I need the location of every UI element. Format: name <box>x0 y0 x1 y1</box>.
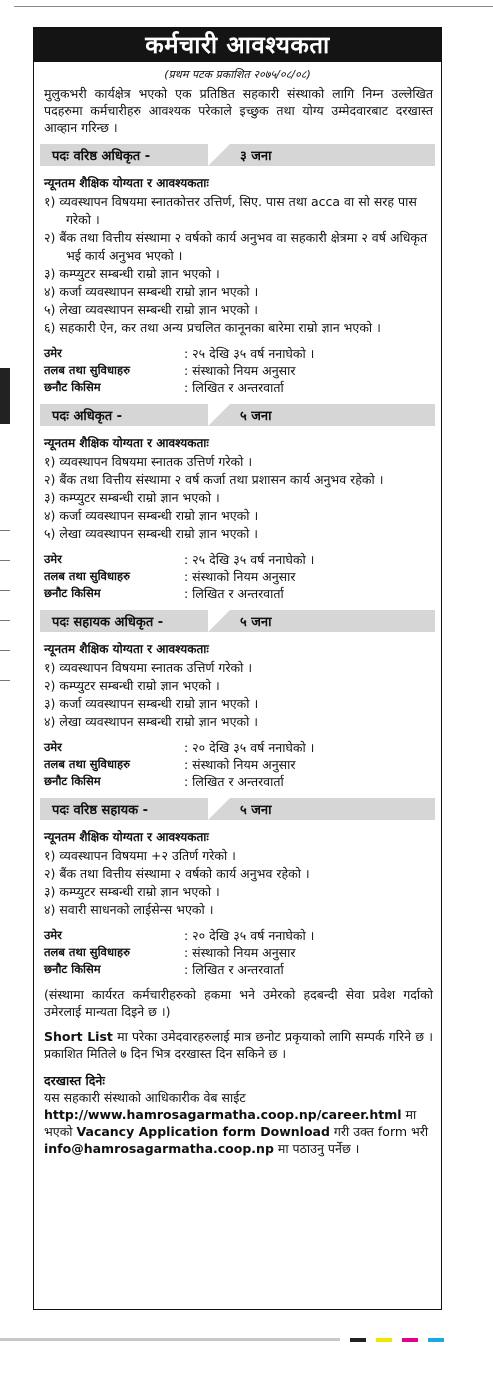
selection-label: छनौट किसिम <box>44 774 101 788</box>
qualification-list <box>44 193 433 337</box>
qualification-item: ३) कम्प्युटर सम्बन्धी राम्रो ज्ञान भएको । <box>44 884 220 899</box>
color-registration-magenta <box>402 1338 418 1342</box>
age-row <box>44 345 441 362</box>
adjacent-rule <box>0 590 10 591</box>
qualification-heading: न्यूनतम शैक्षिक योग्यता र आवश्यकताः <box>44 642 209 656</box>
post-terms <box>44 739 441 790</box>
age-label: उमेर <box>44 346 62 360</box>
salary-label: तलब तथा सुविधाहरु <box>44 945 130 959</box>
post-bar-notch <box>208 144 230 166</box>
age-row <box>44 551 441 568</box>
post-count: ५ जना <box>240 615 272 630</box>
post-section <box>34 404 441 602</box>
shortlist-text: मा परेका उमेदवारहरुलाई मात्र छनोट प्रकृयाको लागि सम्पर्क गरिने छ । प्रकाशित मितिले ७ दिन भित्र दरखास्त दिन सकिने छ । <box>44 1029 433 1061</box>
adjacent-rule <box>0 650 10 651</box>
selection-value: : लिखित र अन्तरवार्ता <box>184 380 284 395</box>
post-section <box>34 144 441 396</box>
salary-value: : संस्थाको नियम अनुसार <box>184 945 296 960</box>
salary-row <box>44 756 441 773</box>
age-value: : २० देखि ३५ वर्ष ननाघेको । <box>184 740 315 755</box>
adjacent-rule <box>0 530 10 531</box>
publish-date: (प्रथम पटक प्रकाशित २०७५/०८/०८) <box>164 68 311 81</box>
post-title: पदः वरिष्ठ अधिकृत - <box>52 149 151 164</box>
qualification-list <box>44 659 433 731</box>
qualification-item: ३) कम्प्युटर सम्बन्धी राम्रो ज्ञान भएको । <box>44 490 220 505</box>
selection-value: : लिखित र अन्तरवार्ता <box>184 586 284 601</box>
qualification-item: १) व्यवस्थापन विषयमा स्नातकोत्तर उत्तिर्ण, सिए. पास तथा acca वा सो सरह पास गरेको । <box>44 194 417 227</box>
top-page-rule <box>14 6 493 7</box>
qualification-item: ३) कर्जा व्यवस्थापन सम्बन्धी राम्रो ज्ञान भएको । <box>44 696 259 711</box>
qualification-item: ५) लेखा व्यवस्थापन सम्बन्धी राम्रो ज्ञान भएको । <box>44 526 259 541</box>
qualification-item: ४) कर्जा व्यवस्थापन सम्बन्धी राम्रो ज्ञान भएको । <box>44 508 259 523</box>
selection-label: छनौट किसिम <box>44 586 101 600</box>
adjacent-rule <box>0 680 10 681</box>
salary-label: तलब तथा सुविधाहरु <box>44 569 130 583</box>
qualification-item: १) व्यवस्थापन विषयमा स्नातक उत्तिर्ण गरेको । <box>44 660 253 675</box>
apply-instructions <box>44 1089 433 1157</box>
selection-value: : लिखित र अन्तरवार्ता <box>184 774 284 789</box>
age-value: : २० देखि ३५ वर्ष ननाघेको । <box>184 928 315 943</box>
qualification-item: २) कम्प्युटर सम्बन्धी राम्रो ज्ञान भएको । <box>44 678 220 693</box>
qualification-item: २) बैंक तथा वित्तीय संस्थामा २ वर्षको कार्य अनुभव वा सहकारी क्षेत्रमा २ वर्ष अधिकृत भई कार्य अनुभव भएको । <box>44 230 428 263</box>
salary-row <box>44 362 441 379</box>
bottom-page-rule <box>0 1338 340 1341</box>
selection-label: छनौट किसिम <box>44 380 101 394</box>
adjacent-column-bar <box>0 368 10 424</box>
color-registration-black <box>350 1338 366 1342</box>
post-header-bar <box>40 144 435 166</box>
apply-text: मा भएको <box>44 1107 417 1139</box>
vacancy-advertisement <box>33 27 442 1310</box>
posts-container <box>34 144 441 978</box>
selection-row <box>44 773 441 790</box>
apply-text: मा पठाउनु पर्नेछ । <box>273 1141 360 1156</box>
post-title: पदः सहायक अधिकृत - <box>52 615 164 630</box>
selection-value: : लिखित र अन्तरवार्ता <box>184 962 284 977</box>
shortlist-term: Short List <box>44 1029 113 1044</box>
qualification-item: २) बैंक तथा वित्तीय संस्थामा २ वर्ष कर्जा तथा प्रशासन कार्य अनुभव रहेको । <box>44 472 384 487</box>
post-count: ५ जना <box>240 409 272 424</box>
qualification-item: ५) लेखा व्यवस्थापन सम्बन्धी राम्रो ज्ञान भएको । <box>44 302 259 317</box>
post-terms <box>44 927 441 978</box>
age-row <box>44 927 441 944</box>
post-title: पदः अधिकृत - <box>52 409 123 424</box>
color-registration-yellow <box>376 1338 392 1342</box>
post-count: ३ जना <box>240 149 272 164</box>
age-label: उमेर <box>44 552 62 566</box>
salary-label: तलब तथा सुविधाहरु <box>44 363 130 377</box>
qualification-list <box>44 847 433 919</box>
salary-label: तलब तथा सुविधाहरु <box>44 757 130 771</box>
salary-value: : संस्थाको नियम अनुसार <box>184 757 296 772</box>
qualification-heading: न्यूनतम शैक्षिक योग्यता र आवश्यकताः <box>44 176 209 190</box>
adjacent-rule <box>0 620 10 621</box>
qualification-item: ६) सहकारी ऐन, कर तथा अन्य प्रचलित कानूनका बारेमा राम्रो ज्ञान भएको । <box>44 320 381 335</box>
shortlist-note <box>44 1028 433 1062</box>
post-header-bar <box>40 404 435 426</box>
salary-value: : संस्थाको नियम अनुसार <box>184 569 296 584</box>
age-label: उमेर <box>44 928 62 942</box>
apply-heading: दरखास्त दिनेः <box>44 1073 105 1088</box>
qualification-list <box>44 453 433 543</box>
qualification-item: २) बैंक तथा वित्तीय संस्थामा २ वर्षको कार्य अनुभव रहेको । <box>44 866 310 881</box>
qualification-item: ४) सवारी साधनको लाईसेन्स भएको । <box>44 902 214 917</box>
salary-row <box>44 944 441 961</box>
selection-label: छनौट किसिम <box>44 962 101 976</box>
apply-line: यस सहकारी संस्थाको आधिकारीक वेब साईट <box>44 1090 246 1105</box>
qualification-item: १) व्यवस्थापन विषयमा +२ उतिर्ण गरेको । <box>44 848 236 863</box>
post-section <box>34 610 441 790</box>
selection-row <box>44 379 441 396</box>
post-section <box>34 798 441 978</box>
intro-paragraph: मुलुकभरी कार्यक्षेत्र भएको एक प्रतिष्ठित सहकारी संस्थाको लागि निम्न उल्लेखित पदहरुमा कर्मचारीहरु आवश्यक परेकाले इच्छुक तथा योग्य उम्मेदवारबाट दरखास्त आव्हान गरिन्छ । <box>44 86 433 135</box>
post-bar-notch <box>208 404 230 426</box>
qualification-heading: न्यूनतम शैक्षिक योग्यता र आवश्यकताः <box>44 436 209 450</box>
ad-title: कर्मचारी आवश्यकता <box>34 28 441 62</box>
qualification-item: ४) लेखा व्यवस्थापन सम्बन्धी राम्रो ज्ञान भएको । <box>44 714 259 729</box>
age-value: : २५ देखि ३५ वर्ष ननाघेको । <box>184 552 315 567</box>
salary-value: : संस्थाको नियम अनुसार <box>184 363 296 378</box>
qualification-item: ४) कर्जा व्यवस्थापन सम्बन्धी राम्रो ज्ञान भएको । <box>44 284 259 299</box>
age-row <box>44 739 441 756</box>
post-header-bar <box>40 798 435 820</box>
email-link[interactable]: info@hamrosagarmatha.coop.np <box>44 1141 274 1156</box>
age-label: उमेर <box>44 740 62 754</box>
apply-text: गरी उक्त form भरी <box>329 1124 429 1139</box>
post-bar-notch <box>208 610 230 632</box>
post-title: पदः वरिष्ठ सहायक - <box>52 803 149 818</box>
post-terms <box>44 551 441 602</box>
qualification-item: ३) कम्प्युटर सम्बन्धी राम्रो ज्ञान भएको । <box>44 266 220 281</box>
qualification-item: १) व्यवस्थापन विषयमा स्नातक उत्तिर्ण गरेको । <box>44 454 253 469</box>
age-value: : २५ देखि ३५ वर्ष ननाघेको । <box>184 346 315 361</box>
color-registration-cyan <box>428 1338 444 1342</box>
adjacent-column-edge <box>0 0 12 1320</box>
adjacent-rule <box>0 560 10 561</box>
form-download-text: Vacancy Application form Download <box>76 1124 330 1139</box>
qualification-heading: न्यूनतम शैक्षिक योग्यता र आवश्यकताः <box>44 830 209 844</box>
career-url-link[interactable]: http://www.hamrosagarmatha.coop.np/career.html <box>44 1107 402 1122</box>
post-header-bar <box>40 610 435 632</box>
post-terms <box>44 345 441 396</box>
post-bar-notch <box>208 798 230 820</box>
selection-row <box>44 585 441 602</box>
selection-row <box>44 961 441 978</box>
age-note: (संस्थामा कार्यरत कर्मचारीहरुको हकमा भने उमेरको हदबन्दी सेवा प्रवेश गर्दाको उमेरलाई मान्यता दिइने छ ।) <box>44 987 433 1019</box>
post-count: ५ जना <box>240 803 272 818</box>
salary-row <box>44 568 441 585</box>
